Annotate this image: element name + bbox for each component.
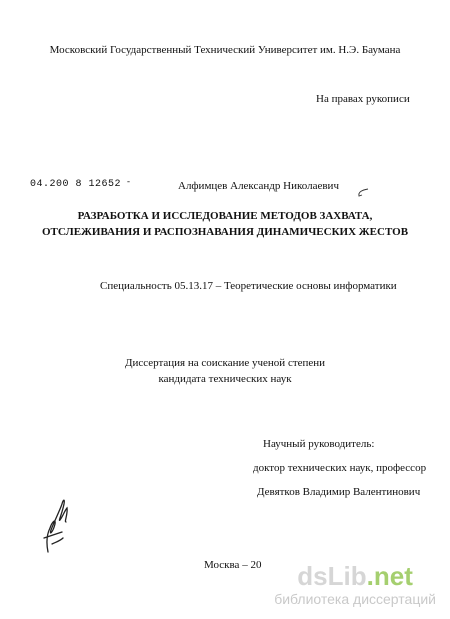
dslib-watermark <box>274 563 436 607</box>
dissertation-title-line-2: ОТСЛЕЖИВАНИЯ И РАСПОЗНАВАНИЯ ДИНАМИЧЕСКИХ ЖЕСТОВ <box>41 226 409 238</box>
watermark-subtitle: библиотека диссертаций <box>274 591 436 607</box>
stamp-dash-mark: - <box>127 176 130 186</box>
pen-tick-mark-icon <box>356 188 370 198</box>
watermark-logo-dot: .net <box>366 561 413 591</box>
catalog-number-stamp: 04.200 8 12652 <box>30 179 122 190</box>
dissertation-title-line-1: РАЗРАБОТКА И ИССЛЕДОВАНИЕ МЕТОДОВ ЗАХВАТА, <box>77 210 373 222</box>
author-name: Алфимцев Александр Николаевич <box>178 180 339 192</box>
dissertation-degree-line-1: Диссертация на соискание ученой степени <box>124 357 326 369</box>
city-year: Москва – 20 <box>204 559 262 571</box>
advisor-degree: доктор технических наук, профессор <box>253 462 427 474</box>
rights-note: На правах рукописи <box>316 93 410 105</box>
watermark-logo <box>274 563 436 589</box>
advisor-label: Научный руководитель: <box>263 438 375 450</box>
handwritten-signature-icon <box>38 492 74 558</box>
dissertation-degree-line-2: кандидата технических наук <box>158 373 292 385</box>
university-name: Московский Государственный Технический Университет им. Н.Э. Баумана <box>49 44 401 56</box>
specialty: Специальность 05.13.17 – Теоретические основы информатики <box>100 280 397 292</box>
advisor-name: Девятков Владимир Валентинович <box>257 486 421 498</box>
watermark-logo-main: dsLib <box>297 561 367 591</box>
